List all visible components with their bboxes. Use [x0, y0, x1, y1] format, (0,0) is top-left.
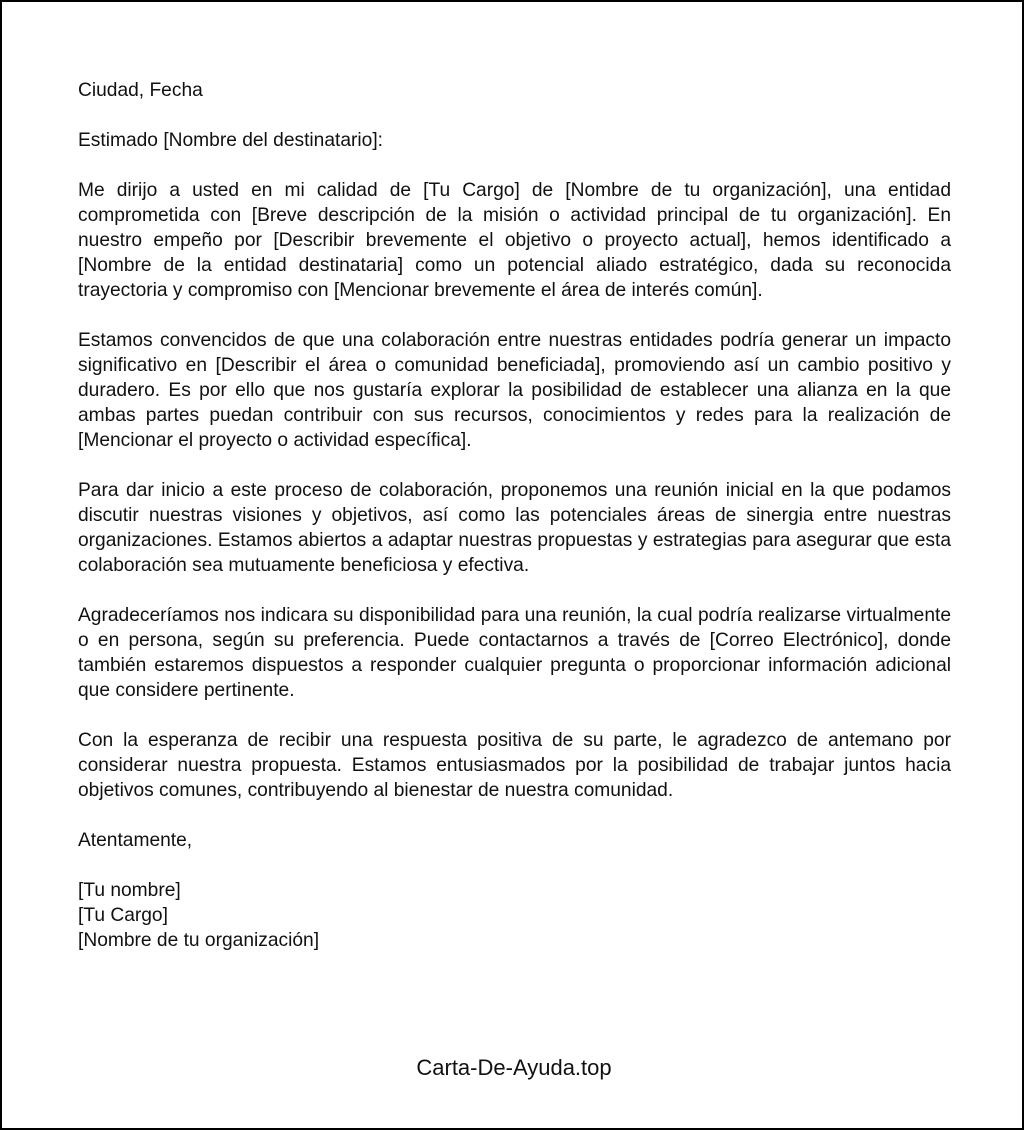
signature-organization: [Nombre de tu organización] — [78, 930, 320, 951]
paragraph-introduction: Me dirijo a usted en mi calidad de [Tu Cargo] de [Nombre de tu organización], una entidad comprometida con [Breve descripción de la misión o actividad principal de tu organización]. En nuestro empeño por [Describir brevemente el objetivo o proyecto actual], hemos identificado a [Nombre de la entidad destinataria] como un potencial aliado estratégico, dada su reconocida trayectoria y compromiso con [Mencionar brevemente el área de interés común]. — [78, 180, 951, 301]
letter-body — [78, 78, 951, 953]
closing: Atentamente, — [78, 830, 193, 851]
place-date: Ciudad, Fecha — [78, 80, 203, 101]
footer-site-name: Carta-De-Ayuda.top — [416, 1055, 612, 1080]
paragraph-thanks: Con la esperanza de recibir una respuesta positiva de su parte, le agradezco de antemano por considerar nuestra propuesta. Estamos entusiasmados por la posibilidad de trabajar juntos hacia objetivos comunes, contribuyendo al bienestar de nuestra comunidad. — [78, 730, 951, 801]
signature-block — [78, 878, 951, 953]
paragraph-availability: Agradeceríamos nos indicara su disponibilidad para una reunión, la cual podría realizarse virtualmente o en persona, según su preferencia. Puede contactarnos a través de [Correo Electrónico], donde también estaremos dispuestos a responder cualquier pregunta o proporcionar información adicional que considere pertinente. — [78, 605, 951, 701]
spacer — [78, 703, 951, 728]
spacer — [78, 153, 951, 178]
spacer — [78, 103, 951, 128]
spacer — [78, 578, 951, 603]
signature-title: [Tu Cargo] — [78, 905, 168, 926]
salutation: Estimado [Nombre del destinatario]: — [78, 130, 384, 151]
signature-name: [Tu nombre] — [78, 880, 181, 901]
paragraph-meeting-proposal: Para dar inicio a este proceso de colaboración, proponemos una reunión inicial en la que podamos discutir nuestras visiones y objetivos, así como las potenciales áreas de sinergia entre nuestras organizaciones. Estamos abiertos a adaptar nuestras propuestas y estrategias para asegurar que esta colaboración sea mutuamente beneficiosa y efectiva. — [78, 480, 951, 576]
spacer — [78, 303, 951, 328]
spacer — [78, 453, 951, 478]
paragraph-collaboration: Estamos convencidos de que una colaboración entre nuestras entidades podría generar un impacto significativo en [Describir el área o comunidad beneficiada], promoviendo así un cambio positivo y duradero. Es por ello que nos gustaría explorar la posibilidad de establecer una alianza en la que ambas partes puedan contribuir con sus recursos, conocimientos y redes para la realización de [Mencionar el proyecto o actividad específica]. — [78, 330, 951, 451]
spacer — [78, 853, 951, 878]
spacer — [78, 803, 951, 828]
